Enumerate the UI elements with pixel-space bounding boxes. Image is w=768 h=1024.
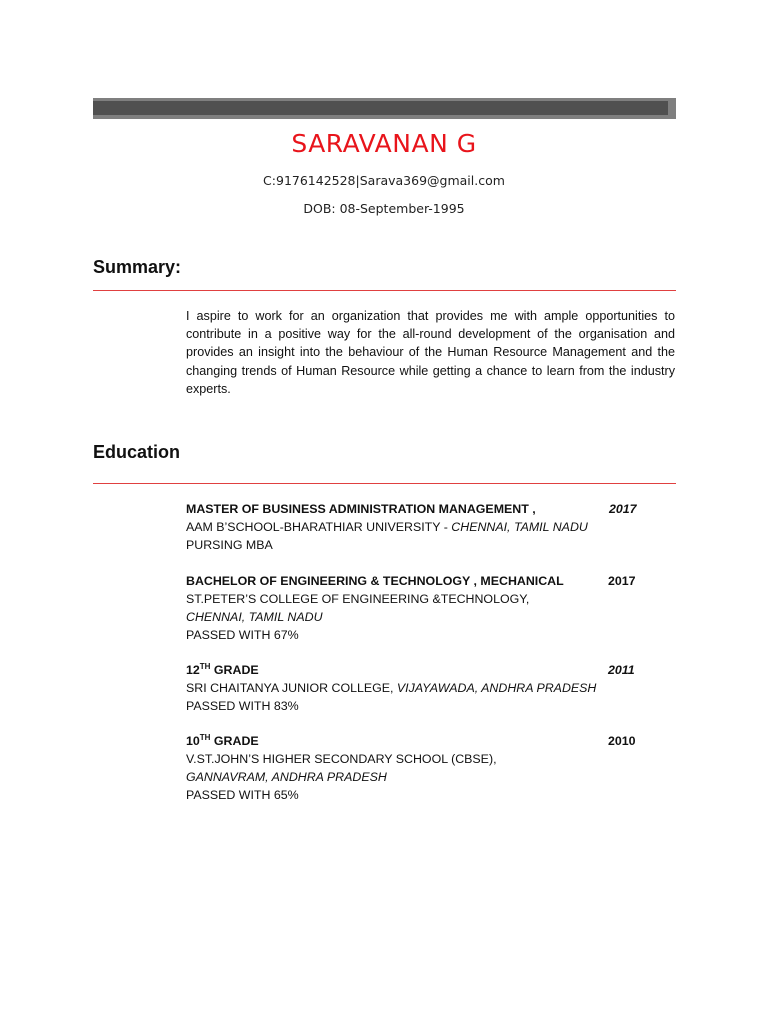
education-entry-mba xyxy=(186,500,656,554)
summary-divider xyxy=(93,290,676,291)
degree-result: PURSING MBA xyxy=(186,538,273,552)
degree-year: 2017 xyxy=(608,574,636,588)
summary-text: I aspire to work for an organization that provides me with ample opportunities to contribute in a positive way for the all-round development of the organisation and provides an insight into the behaviour of the Human Resource Management and the changing trends of Human Resource while getting a chance to learn from the industry experts. xyxy=(186,309,675,396)
degree-title: 10TH GRADE xyxy=(186,732,259,748)
degree-result: PASSED WITH 83% xyxy=(186,699,299,713)
institution-name: SRI CHAITANYA JUNIOR COLLEGE, xyxy=(186,681,397,695)
education-divider xyxy=(93,483,676,484)
contact-info: C:9176142528|Sarava369@gmail.com xyxy=(263,173,505,188)
degree-result: PASSED WITH 67% xyxy=(186,628,299,642)
education-entry-be xyxy=(186,572,656,644)
degree-title: MASTER OF BUSINESS ADMINISTRATION MANAGEMENT , xyxy=(186,502,536,516)
education-heading: Education xyxy=(93,442,181,462)
summary-heading: Summary: xyxy=(93,257,182,277)
education-entry-10th xyxy=(186,732,656,804)
institution-name: ST.PETER’S COLLEGE OF ENGINEERING &TECHNOLOGY, xyxy=(186,592,530,606)
institution-location: GANNAVRAM, ANDHRA PRADESH xyxy=(186,770,387,784)
degree-year: 2017 xyxy=(609,502,637,516)
institution-location: VIJAYAWADA, ANDHRA PRADESH xyxy=(396,681,597,695)
degree-year: 2010 xyxy=(608,734,636,748)
candidate-name: SARAVANAN G xyxy=(291,129,477,158)
degree-title: BACHELOR OF ENGINEERING & TECHNOLOGY , MECHANICAL xyxy=(186,574,564,588)
date-of-birth: DOB: 08-September-1995 xyxy=(303,201,465,216)
degree-year: 2011 xyxy=(608,663,635,677)
header-bar-inner xyxy=(93,101,668,115)
degree-title: 12TH GRADE xyxy=(186,661,259,677)
institution-location: CHENNAI, TAMIL NADU xyxy=(451,520,588,534)
education-entry-12th xyxy=(186,661,656,715)
institution-name: AAM B’SCHOOL-BHARATHIAR UNIVERSITY - xyxy=(186,520,452,534)
institution-location: CHENNAI, TAMIL NADU xyxy=(186,610,323,624)
institution-name: V.ST.JOHN’S HIGHER SECONDARY SCHOOL (CBSE), xyxy=(186,752,497,766)
degree-result: PASSED WITH 65% xyxy=(186,788,299,802)
